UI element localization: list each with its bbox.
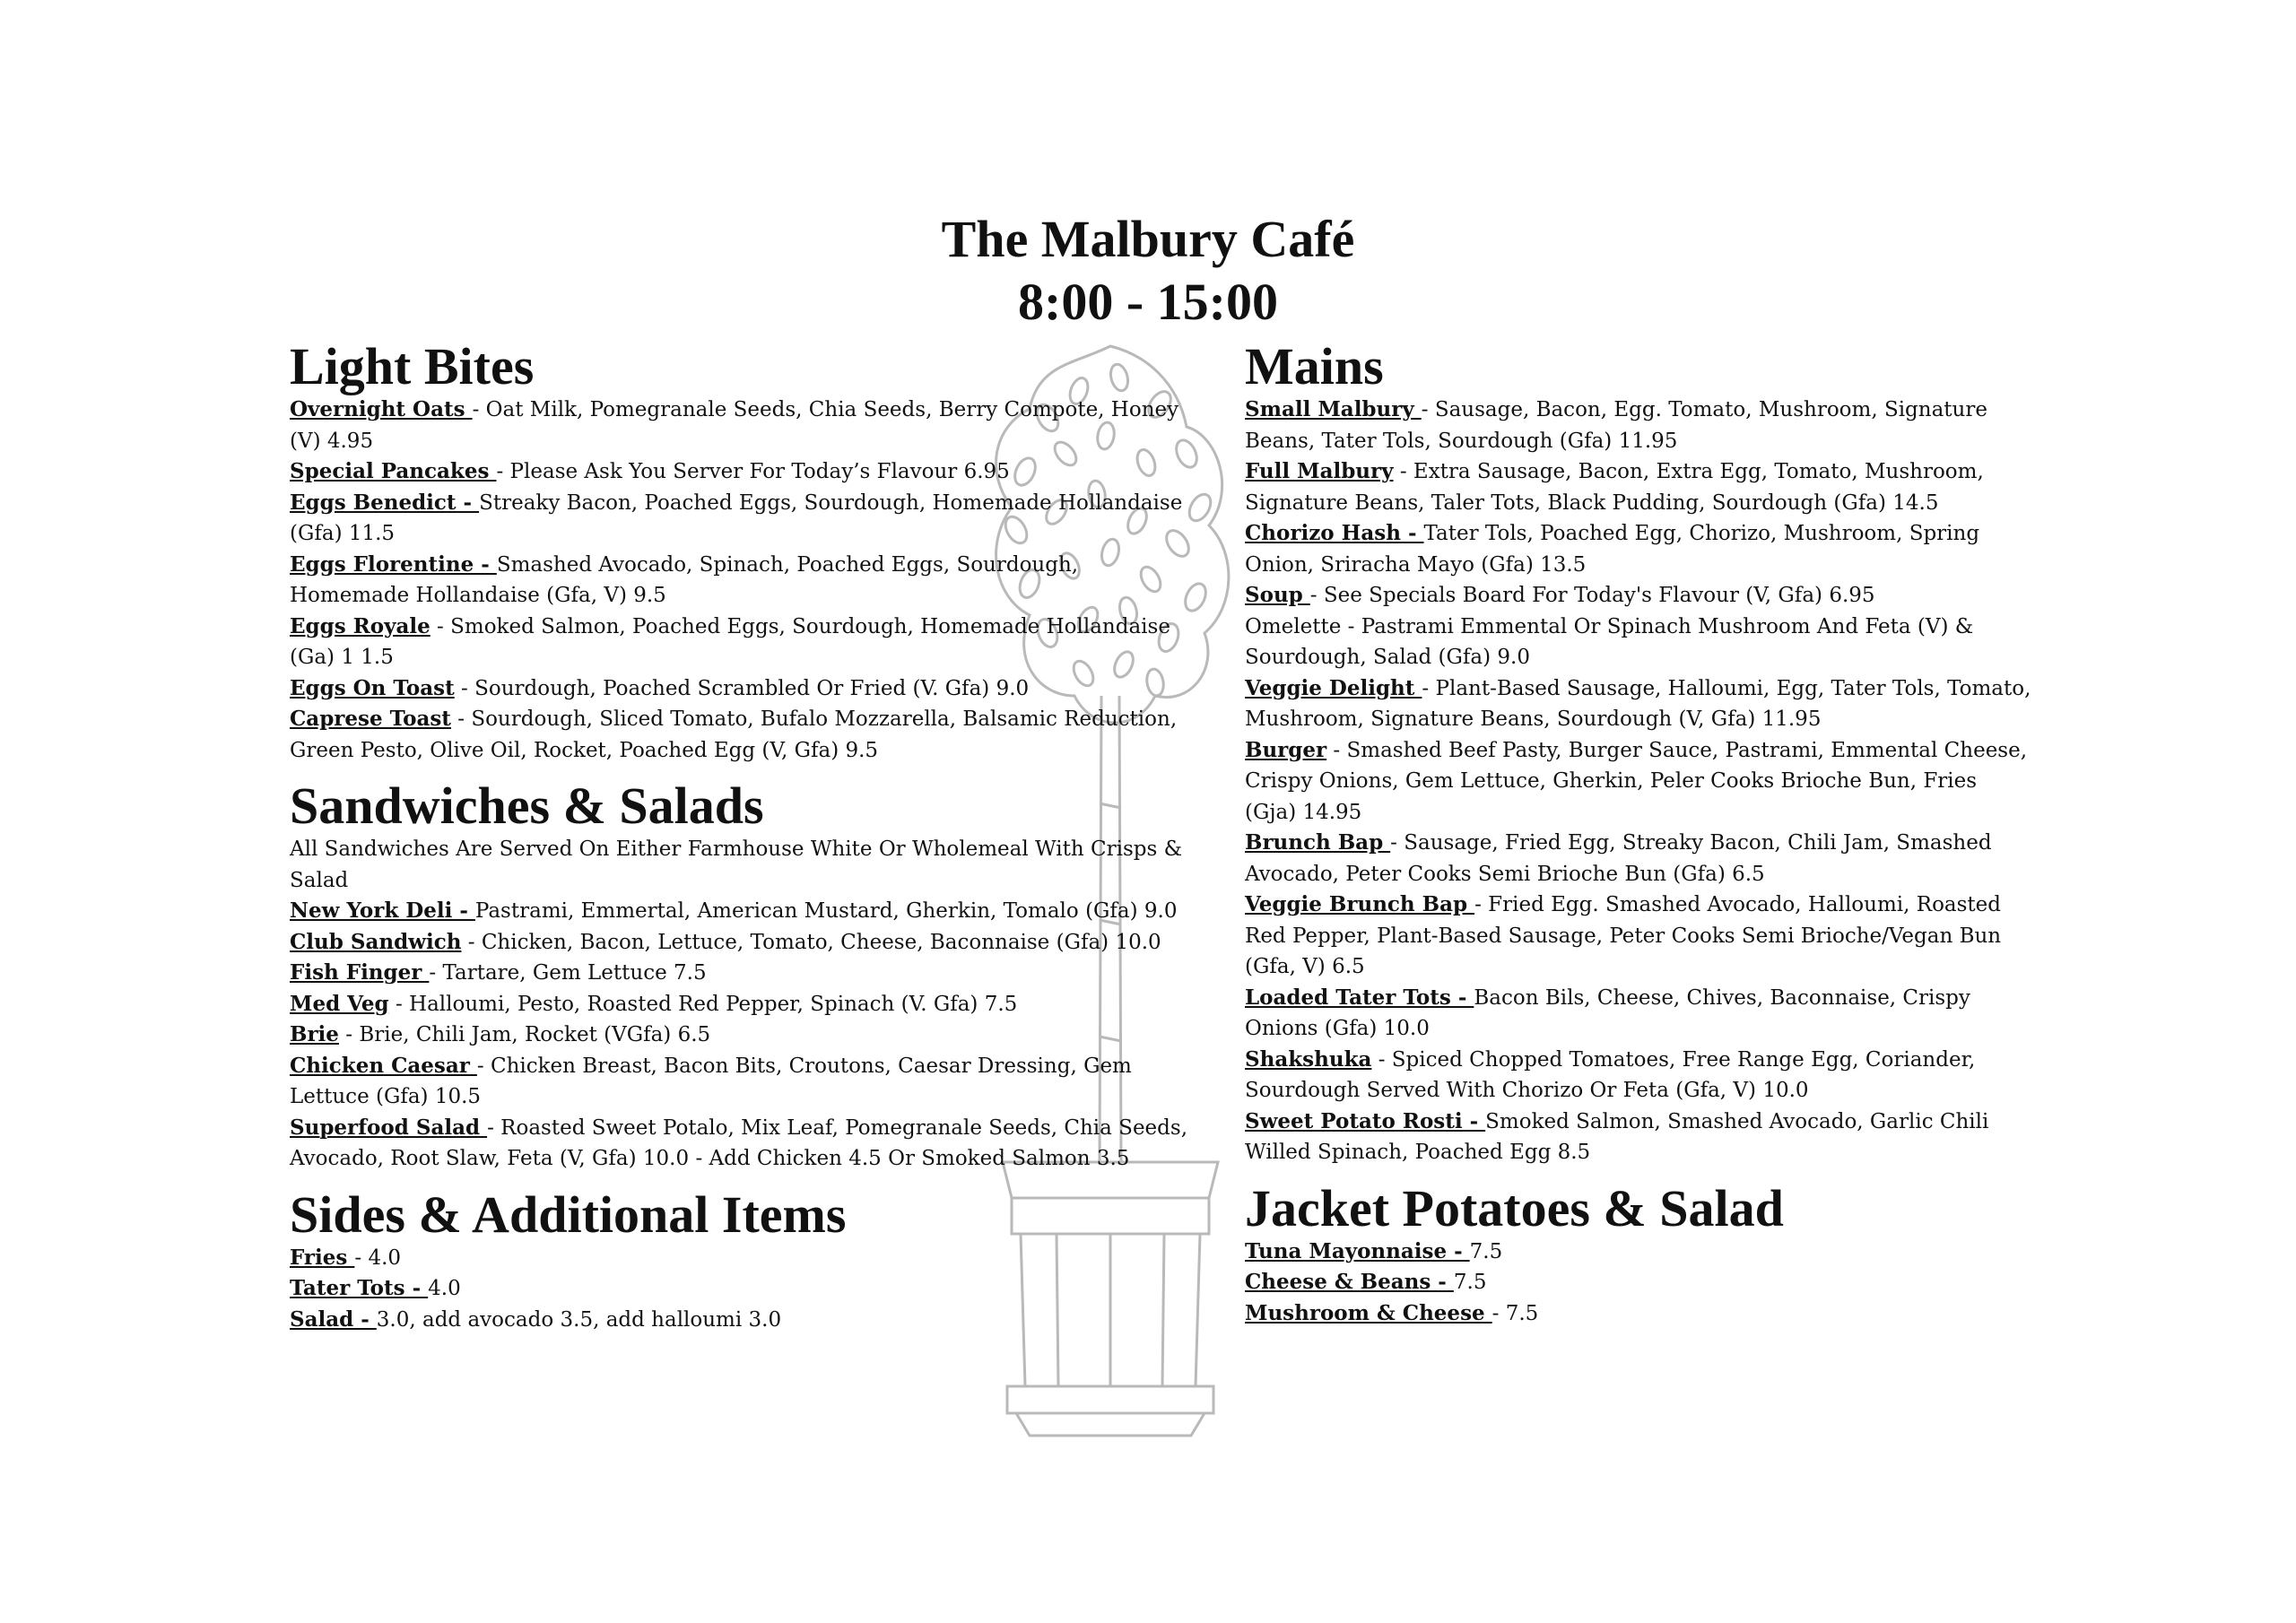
menu-header xyxy=(0,208,2296,334)
item-name: Chorizo Hash - xyxy=(1245,521,1424,545)
menu-item xyxy=(290,989,1196,1020)
item-desc: - Spiced Chopped Tomatoes, Free Range Egg, Coriander, Sourdough Served With Chorizo Or Feta (Gfa, V) 10.0 xyxy=(1245,1047,1976,1102)
item-desc: - Smashed Beef Pasty, Burger Sauce, Pastrami, Emmental Cheese, Crispy Onions, Gem Lettuce, Gherkin, Peler Cooks Brioche Bun, Fries (Gja) 14.95 xyxy=(1245,738,2028,824)
menu-item xyxy=(1245,828,2034,890)
item-desc: - Oat Milk, Pomegranale Seeds, Chia Seeds, Berry Compote, Honey (V) 4.95 xyxy=(290,398,1179,453)
menu-item xyxy=(290,958,1196,989)
item-desc: - Chicken, Bacon, Lettuce, Tomato, Cheese, Baconnaise (Gfa) 10.0 xyxy=(461,930,1161,954)
section-title-sides: Sides & Additional Items xyxy=(290,1185,847,1244)
item-name: Eggs Benedict - xyxy=(290,490,480,515)
menu-item xyxy=(1245,983,2034,1045)
item-name: Superfood Salad xyxy=(290,1115,488,1140)
item-name: Tater Tots - xyxy=(290,1276,429,1300)
item-name: Full Malbury xyxy=(1245,459,1394,483)
menu-item xyxy=(1245,612,2034,673)
menu-item xyxy=(1245,1237,2034,1268)
menu-item xyxy=(1245,395,2034,456)
section-title-jacket-potatoes: Jacket Potatoes & Salad xyxy=(1245,1178,1784,1237)
item-desc: - Brie, Chili Jam, Rocket (VGfa) 6.5 xyxy=(338,1023,711,1046)
item-desc: 7.5 xyxy=(1469,1239,1503,1263)
item-name: Cheese & Beans - xyxy=(1245,1270,1454,1294)
item-desc: - 4.0 xyxy=(354,1245,402,1270)
menu-item xyxy=(1245,890,2034,983)
menu-item xyxy=(290,395,1196,456)
item-desc: Smashed Avocado, Spinach, Poached Eggs, Sourdough, Homemade Hollandaise (Gfa, V) 9.5 xyxy=(290,552,1079,607)
item-desc: - Smoked Salmon, Poached Eggs, Sourdough, Homemade Hollandaise (Ga) 1 1.5 xyxy=(290,614,1170,669)
menu-item xyxy=(1245,580,2034,612)
item-name: Shakshuka xyxy=(1245,1046,1372,1072)
item-desc: Streaky Bacon, Poached Eggs, Sourdough, Homemade Hollandaise (Gfa) 11.5 xyxy=(290,490,1183,545)
item-name: Veggie Delight xyxy=(1245,675,1422,700)
menu-item xyxy=(1245,673,2034,735)
item-name: Fish Finger xyxy=(290,960,430,985)
item-name: Club Sandwich xyxy=(290,929,462,954)
item-desc: - See Specials Board For Today's Flavour (V, Gfa) 6.95 xyxy=(1309,584,1875,607)
item-desc: - Roasted Sweet Potalo, Mix Leaf, Pomegranale Seeds, Chia Seeds, Avocado, Root Slaw, Feta (V, Gfa) 10.0 - Add Chicken 4.5 Or Smoked Salmon 3.5 xyxy=(290,1115,1187,1170)
menu-item xyxy=(290,673,1196,705)
item-desc: - Plant-Based Sausage, Halloumi, Egg, Tater Tols, Tomato, Mushroom, Signature Beans, Sourdough (V, Gfa) 11.95 xyxy=(1245,676,2031,731)
item-desc: - Chicken Breast, Bacon Bits, Croutons, Caesar Dressing, Gem Lettuce (Gfa) 10.5 xyxy=(290,1054,1132,1108)
item-desc: - Fried Egg. Smashed Avocado, Halloumi, Roasted Red Pepper, Plant-Based Sausage, Peter Cooks Semi Brioche/Vegan Bun (Gfa, V) 6.5 xyxy=(1245,893,2002,978)
cafe-name: The Malbury Café xyxy=(941,210,1355,268)
item-desc: - Sourdough, Sliced Tomato, Bufalo Mozzarella, Balsamic Reduction, Green Pesto, Olive Oil, Rocket, Poached Egg (V, Gfa) 9.5 xyxy=(290,707,1178,762)
item-desc: Smoked Salmon, Smashed Avocado, Garlic Chili Willed Spinach, Poached Egg 8.5 xyxy=(1245,1109,1989,1164)
item-name: Eggs On Toast xyxy=(290,675,455,700)
menu-item xyxy=(290,927,1196,959)
item-name: Brunch Bap xyxy=(1245,830,1391,855)
item-name: Overnight Oats xyxy=(290,397,473,421)
item-name: Caprese Toast xyxy=(290,707,451,731)
item-name: Eggs Florentine - xyxy=(290,551,497,577)
item-name: Sweet Potato Rosti - xyxy=(1245,1108,1486,1133)
item-name: Fries xyxy=(290,1245,355,1270)
menu-item xyxy=(1245,456,2034,518)
item-desc: Pastrami, Emmertal, American Mustard, Gherkin, Tomalo (Gfa) 9.0 xyxy=(474,899,1178,923)
menu-item xyxy=(290,456,1196,488)
item-desc: - 7.5 xyxy=(1492,1301,1539,1325)
menu-item xyxy=(1245,1045,2034,1107)
item-desc: Tater Tols, Poached Egg, Chorizo, Mushroom, Spring Onion, Sriracha Mayo (Gfa) 13.5 xyxy=(1245,522,1980,577)
section-title-light-bites: Light Bites xyxy=(290,337,535,395)
menu-item xyxy=(290,488,1196,550)
menu-item xyxy=(290,704,1196,766)
menu-item xyxy=(290,1113,1196,1175)
menu-item xyxy=(290,612,1196,673)
item-name: Veggie Brunch Bap xyxy=(1245,892,1475,916)
menu-item xyxy=(290,1020,1196,1051)
menu-item xyxy=(1245,1298,2034,1330)
menu-item xyxy=(290,550,1196,612)
left-column xyxy=(290,339,1196,1335)
item-name: Brie xyxy=(290,1022,339,1046)
item-desc: - Sausage, Fried Egg, Streaky Bacon, Chili Jam, Smashed Avocado, Peter Cooks Semi Brioche Bun (Gfa) 6.5 xyxy=(1245,831,1992,886)
item-name: Mushroom & Cheese xyxy=(1245,1300,1492,1325)
item-desc: - Sourdough, Poached Scrambled Or Fried (V. Gfa) 9.0 xyxy=(454,676,1030,700)
item-desc: - Extra Sausage, Bacon, Extra Egg, Tomato, Mushroom, Signature Beans, Taler Tots, Black Pudding, Sourdough (Gfa) 14.5 xyxy=(1245,460,1984,515)
item-name: Tuna Mayonnaise - xyxy=(1245,1238,1470,1263)
menu-item xyxy=(290,1305,1196,1336)
menu-item xyxy=(1245,518,2034,580)
item-name: Small Malbury xyxy=(1245,397,1422,421)
item-name: New York Deli - xyxy=(290,898,475,923)
item-desc: 4.0 xyxy=(428,1277,461,1300)
menu-item xyxy=(290,1273,1196,1305)
item-desc: Bacon Bils, Cheese, Chives, Baconnaise, Crispy Onions (Gfa) 10.0 xyxy=(1245,985,1970,1040)
menu-item xyxy=(1245,1107,2034,1168)
right-column xyxy=(1245,339,2034,1329)
item-desc: - Halloumi, Pesto, Roasted Red Pepper, Spinach (V. Gfa) 7.5 xyxy=(388,992,1018,1016)
item-desc: Omelette - Pastrami Emmental Or Spinach Mushroom And Feta (V) & Sourdough, Salad (Gfa) 9.0 xyxy=(1245,614,1974,669)
item-desc: - Please Ask You Server For Today’s Flavour 6.95 xyxy=(496,460,1010,483)
section-title-mains: Mains xyxy=(1245,337,1384,395)
menu-item xyxy=(1245,735,2034,829)
item-desc: 7.5 xyxy=(1453,1271,1487,1294)
menu-item xyxy=(290,1051,1196,1113)
section-title-sandwiches: Sandwiches & Salads xyxy=(290,777,764,835)
item-desc: - Tartare, Gem Lettuce 7.5 xyxy=(429,961,707,985)
item-desc: 3.0, add avocado 3.5, add halloumi 3.0 xyxy=(376,1307,782,1332)
menu-item xyxy=(1245,1267,2034,1298)
sandwiches-note: All Sandwiches Are Served On Either Farmhouse White Or Wholemeal With Crisps & Salad xyxy=(290,838,1183,892)
item-name: Eggs Royale xyxy=(290,613,430,638)
item-name: Loaded Tater Tots - xyxy=(1245,985,1474,1010)
opening-hours: 8:00 - 15:00 xyxy=(1018,273,1278,331)
item-name: Soup xyxy=(1245,583,1310,607)
menu-item xyxy=(290,896,1196,927)
menu-item xyxy=(290,1243,1196,1274)
item-name: Med Veg xyxy=(290,991,389,1016)
item-name: Chicken Caesar xyxy=(290,1053,477,1078)
item-desc: - Sausage, Bacon, Egg. Tomato, Mushroom, Signature Beans, Tater Tols, Sourdough (Gfa) 11.95 xyxy=(1245,398,1987,453)
item-name: Burger xyxy=(1245,737,1327,762)
item-name: Special Pancakes xyxy=(290,459,497,483)
item-name: Salad - xyxy=(290,1306,377,1332)
